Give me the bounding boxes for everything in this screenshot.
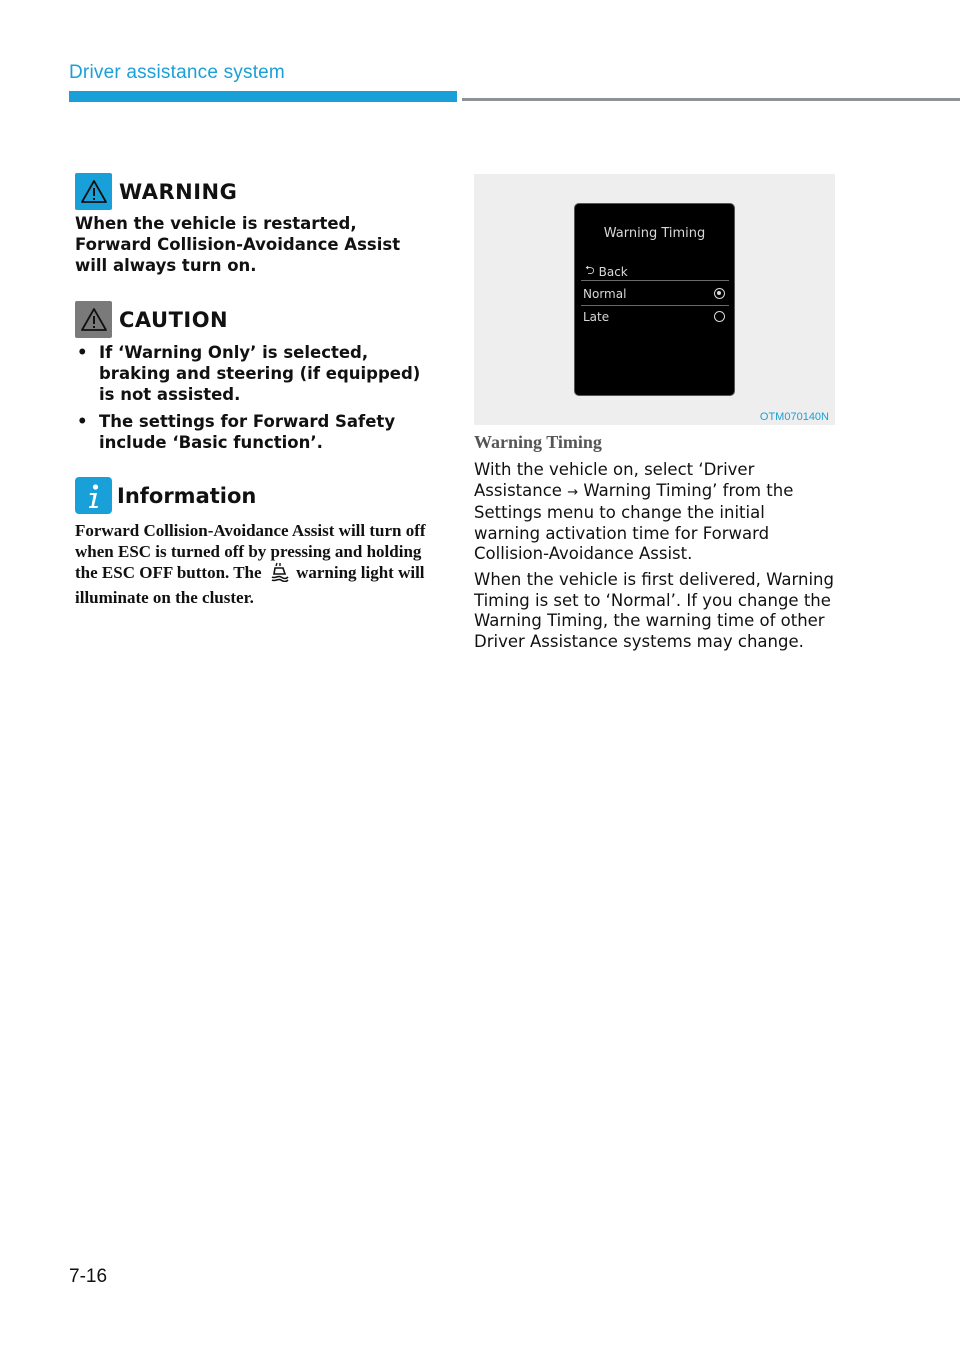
caution-item: • The settings for Forward Safety include ‘Basic function’. bbox=[75, 411, 435, 453]
warning-timing-figure bbox=[474, 174, 835, 425]
section-heading: Warning Timing bbox=[474, 432, 602, 452]
option-label: Late bbox=[583, 310, 610, 324]
caution-heading bbox=[75, 301, 228, 338]
information-text-part2: warning light will illuminate on the cluster. bbox=[75, 563, 425, 607]
caution-title: CAUTION bbox=[119, 307, 229, 332]
warning-icon bbox=[75, 173, 112, 210]
arrow-right-icon: → bbox=[567, 484, 579, 500]
warning-heading bbox=[75, 173, 237, 210]
chapter-title: Driver assistance system bbox=[69, 62, 285, 83]
information-icon bbox=[75, 477, 112, 514]
cluster-screen bbox=[574, 203, 735, 396]
body-paragraph-1-start: With the vehicle on, select ‘Driver Assistance bbox=[474, 460, 755, 500]
back-arrow-icon: ⮌ bbox=[585, 263, 595, 277]
information-text-part1: Forward Collision-Avoidance Assist will turn off when ESC is turned off by pressing and holding the ESC OFF button. The bbox=[75, 521, 426, 582]
information-title: Information bbox=[117, 483, 257, 508]
divider bbox=[581, 280, 729, 281]
caution-item: • If ‘Warning Only’ is selected, braking and steering (if equipped) is not assisted. bbox=[75, 342, 435, 405]
back-button[interactable] bbox=[585, 261, 628, 282]
radio-unselected-icon[interactable] bbox=[714, 311, 725, 322]
header-rule bbox=[462, 98, 960, 101]
esc-off-icon bbox=[268, 562, 290, 587]
radio-selected-icon[interactable] bbox=[714, 288, 725, 299]
body-paragraph-1 bbox=[474, 460, 836, 565]
option-normal[interactable] bbox=[581, 283, 729, 305]
page-number: 7-16 bbox=[69, 1266, 108, 1287]
header-accent-bar bbox=[69, 91, 457, 102]
body-paragraph-2: When the vehicle is first delivered, Warning Timing is set to ‘Normal’. If you change the Warning Timing, the warning time of other Driver Assistance systems may change. bbox=[474, 570, 834, 651]
body-paragraph-1-end: Warning Timing’ from the Settings menu to change the initial warning activation time for Forward Collision-Avoidance Assist. bbox=[474, 480, 794, 563]
warning-text: When the vehicle is restarted, Forward Collision-Avoidance Assist will always turn on. bbox=[75, 214, 401, 275]
figure-code: OTM070140N bbox=[759, 411, 829, 423]
caution-icon bbox=[75, 301, 112, 338]
information-text bbox=[75, 520, 443, 608]
option-label: Normal bbox=[583, 287, 627, 301]
caution-list bbox=[75, 342, 435, 459]
information-heading bbox=[75, 477, 256, 514]
screen-title: Warning Timing bbox=[603, 226, 706, 241]
back-label: Back bbox=[598, 264, 628, 279]
warning-title: WARNING bbox=[119, 179, 238, 204]
option-late[interactable] bbox=[581, 306, 729, 328]
